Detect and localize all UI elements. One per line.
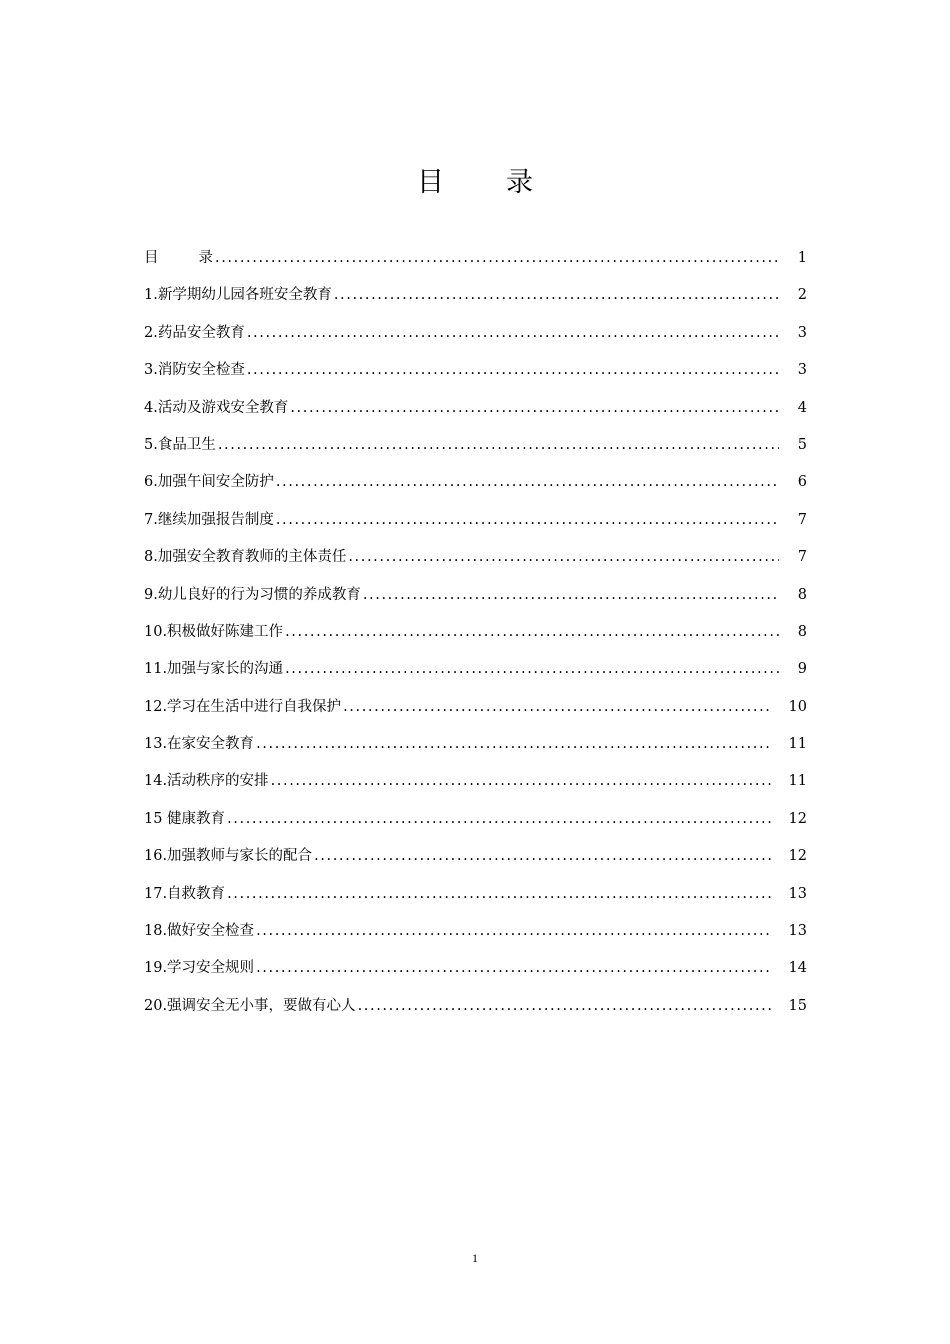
toc-entry-10[interactable] [144, 614, 807, 651]
toc-entry-8[interactable] [144, 539, 807, 576]
toc-entry-page: 12 [788, 848, 807, 865]
toc-entry-2[interactable] [144, 315, 807, 352]
toc-entry-13[interactable] [144, 726, 807, 763]
toc-leader-dots [227, 801, 771, 838]
toc-entry-7[interactable] [144, 502, 807, 539]
toc-entry-page: 5 [797, 436, 807, 453]
toc-entry-label: 5.食品卫生 [144, 436, 216, 453]
toc-entry-page: 3 [797, 362, 807, 379]
toc-entry-label-part-2: 录 [198, 250, 213, 266]
toc-entry-page: 9 [797, 661, 807, 678]
toc-entry-label: 12.学习在生活中进行自我保护 [144, 698, 342, 715]
toc-entry-14[interactable] [144, 763, 807, 800]
toc-entry-label: 14.活动秩序的安排 [144, 773, 269, 790]
toc-entry-0[interactable] [144, 240, 807, 277]
toc-leader-dots [271, 763, 771, 800]
toc-entry-6[interactable] [144, 464, 807, 501]
toc-leader-dots [314, 838, 771, 875]
toc-entry-page: 11 [788, 773, 807, 790]
toc-entry-4[interactable] [144, 390, 807, 427]
page-title [0, 160, 950, 199]
toc-entry-label: 6.加强午间安全防护 [144, 474, 274, 491]
toc-entry-page: 8 [797, 586, 807, 603]
footer-page-number: 1 [472, 1251, 478, 1265]
toc-entry-label: 3.消防安全检查 [144, 362, 245, 379]
toc-entry-page: 1 [797, 250, 807, 266]
toc-entry-page: 10 [788, 698, 807, 715]
toc-leader-dots [247, 352, 779, 389]
toc-entry-label: 20.强调安全无小事，要做有心人 [144, 997, 356, 1014]
toc-entry-3[interactable] [144, 352, 807, 389]
toc-leader-dots [290, 390, 779, 427]
toc-entry-15[interactable] [144, 801, 807, 838]
toc-entry-label: 11.加强与家长的沟通 [144, 661, 284, 678]
toc-entry-page: 6 [797, 474, 807, 491]
toc-entry-label: 18.做好安全检查 [144, 923, 255, 940]
toc-leader-dots [247, 315, 779, 352]
toc-entry-page: 3 [797, 324, 807, 341]
toc-entry-label: 13.在家安全教育 [144, 736, 255, 753]
toc-entry-label: 9.幼儿良好的行为习惯的养成教育 [144, 586, 361, 603]
toc-leader-dots [215, 240, 779, 277]
toc-leader-dots [285, 614, 779, 651]
toc-entry-page: 14 [788, 960, 807, 977]
toc-entry-label: 16.加强教师与家长的配合 [144, 848, 313, 865]
toc-leader-dots [276, 502, 779, 539]
toc-entry-page: 12 [788, 810, 807, 827]
toc-entry-page: 11 [788, 736, 807, 753]
toc-entry-page: 4 [797, 399, 807, 416]
toc-leader-dots [256, 950, 771, 987]
toc-leader-dots [285, 651, 779, 688]
toc-entry-label: 1.新学期幼儿园各班安全教育 [144, 287, 332, 304]
table-of-contents [144, 240, 807, 1025]
toc-entry-label-part-1: 目 [144, 250, 159, 266]
toc-leader-dots [363, 577, 779, 614]
toc-entry-16[interactable] [144, 838, 807, 875]
toc-entry-page: 13 [788, 885, 807, 902]
toc-entry-11[interactable] [144, 651, 807, 688]
toc-leader-dots [343, 689, 771, 726]
toc-leader-dots [256, 913, 771, 950]
toc-entry-page: 8 [797, 623, 807, 640]
page-title-part-2: 录 [506, 167, 533, 198]
toc-leader-dots [348, 539, 779, 576]
toc-leader-dots [256, 726, 771, 763]
toc-leader-dots [227, 876, 771, 913]
toc-entry-page: 13 [788, 923, 807, 940]
toc-entry-label: 15 健康教育 [144, 810, 226, 827]
toc-entry-19[interactable] [144, 950, 807, 987]
toc-leader-dots [276, 464, 779, 501]
toc-entry-20[interactable] [144, 988, 807, 1025]
toc-entry-page: 7 [797, 549, 807, 566]
toc-entry-12[interactable] [144, 689, 807, 726]
toc-entry-label: 4.活动及游戏安全教育 [144, 399, 289, 416]
toc-entry-17[interactable] [144, 876, 807, 913]
toc-entry-label: 19.学习安全规则 [144, 960, 255, 977]
toc-entry-label: 10.积极做好陈建工作 [144, 623, 284, 640]
toc-entry-label: 7.继续加强报告制度 [144, 511, 274, 528]
toc-entry-5[interactable] [144, 427, 807, 464]
toc-entry-page: 2 [797, 287, 807, 304]
page-title-part-1: 目 [417, 167, 444, 198]
toc-entry-label: 17.自救教育 [144, 885, 226, 902]
toc-leader-dots [218, 427, 779, 464]
toc-entry-page: 15 [788, 997, 807, 1014]
toc-entry-page: 7 [797, 511, 807, 528]
toc-leader-dots [358, 988, 771, 1025]
toc-entry-1[interactable] [144, 277, 807, 314]
toc-leader-dots [334, 277, 779, 314]
toc-entry-label: 8.加强安全教育教师的主体责任 [144, 549, 347, 566]
toc-entry-18[interactable] [144, 913, 807, 950]
toc-entry-9[interactable] [144, 577, 807, 614]
toc-entry-label [144, 240, 213, 277]
toc-entry-label: 2.药品安全教育 [144, 324, 245, 341]
